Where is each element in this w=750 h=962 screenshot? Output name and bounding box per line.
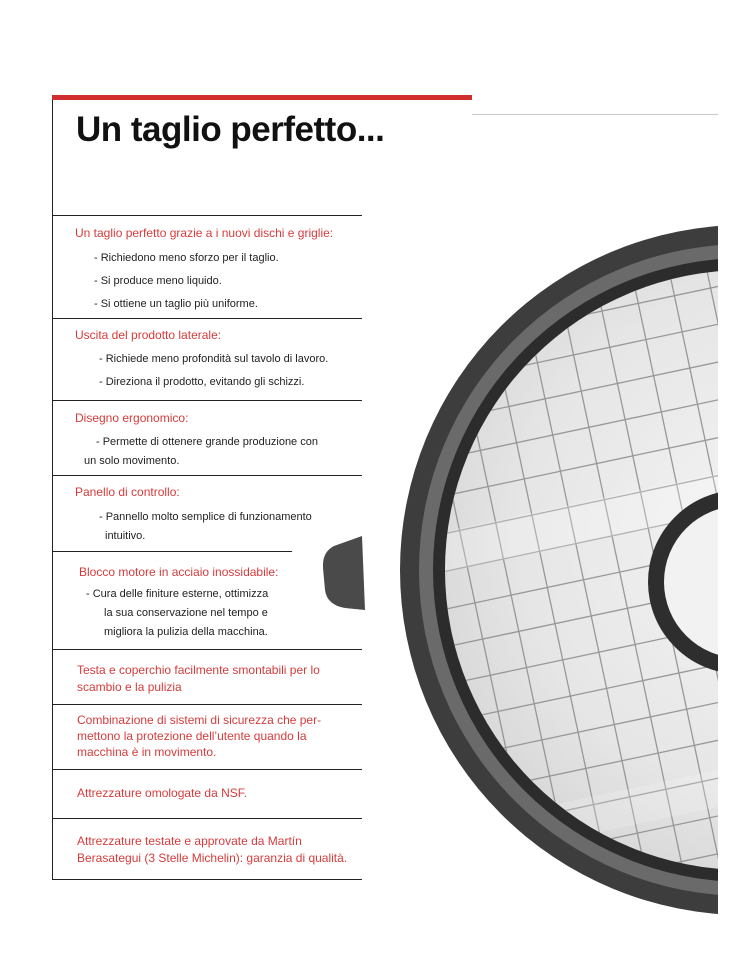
list-item-continued: un solo movimento. (84, 455, 180, 467)
section-body (94, 249, 279, 314)
list-item: - Richiede meno profondità sul tavolo di lavoro. (99, 353, 329, 365)
feature-section-stainless-motor (52, 551, 292, 650)
list-item: - Si produce meno liquido. (94, 275, 222, 287)
section-heading: Un taglio perfetto grazie a i nuovi dischi e griglie: (75, 226, 334, 240)
heading-line: Attrezzature testate e approvate da Martín (77, 834, 302, 848)
section-heading: Panello di controllo: (75, 485, 180, 499)
feature-section-cutting (52, 215, 362, 320)
section-heading (77, 786, 247, 801)
heading-line: scambio e la pulizia (77, 680, 182, 694)
list-item: - Direziona il prodotto, evitando gli schizzi. (99, 376, 305, 388)
heading-line: Combinazione di sistemi di sicurezza che per- (77, 713, 322, 727)
heading-line: Testa e coperchio facilmente smontabili per lo (77, 663, 320, 677)
section-body (84, 433, 318, 471)
header-divider (472, 114, 718, 115)
section-heading (77, 662, 320, 696)
list-item: - Permette di ottenere grande produzione con (96, 436, 318, 448)
section-heading (77, 712, 321, 760)
feature-section-lateral-output (52, 318, 362, 401)
list-item: - Cura delle finiture esterne, ottimizza (86, 588, 269, 600)
section-heading (77, 833, 347, 867)
feature-section-ergonomic (52, 400, 362, 476)
list-item-continued: intuitivo. (105, 530, 146, 542)
feature-section-safety (52, 704, 362, 770)
section-body (99, 508, 312, 546)
heading-line: Berasategui (3 Stelle Michelin): garanzia di qualità. (77, 851, 348, 865)
list-item: - Pannello molto semplice di funzionamento (99, 511, 312, 523)
heading-line: mettono la protezione dell’utente quando la (77, 729, 307, 743)
page-title: Un taglio perfetto... (76, 110, 385, 149)
section-heading: Blocco motore in acciaio inossidabile: (79, 565, 279, 579)
feature-section-nsf (52, 769, 362, 819)
bottom-divider (52, 879, 362, 880)
section-body (99, 350, 328, 392)
section-body (86, 585, 268, 642)
heading-line: Attrezzature omologate da NSF. (77, 786, 248, 800)
feature-section-control-panel (52, 475, 362, 552)
list-item-continued: migliora la pulizia della macchina. (104, 626, 268, 638)
feature-section-quality (52, 818, 362, 880)
accent-bar (52, 95, 472, 100)
heading-line: macchina è in movimento. (77, 745, 217, 759)
list-item: - Si ottiene un taglio più uniforme. (94, 298, 258, 310)
feature-section-removable-head (52, 649, 362, 705)
section-heading: Disegno ergonomico: (75, 411, 189, 425)
section-heading: Uscita del prodotto laterale: (75, 328, 222, 342)
list-item: - Richiedono meno sforzo per il taglio. (94, 252, 279, 264)
list-item-continued: la sua conservazione nel tempo e (104, 607, 268, 619)
